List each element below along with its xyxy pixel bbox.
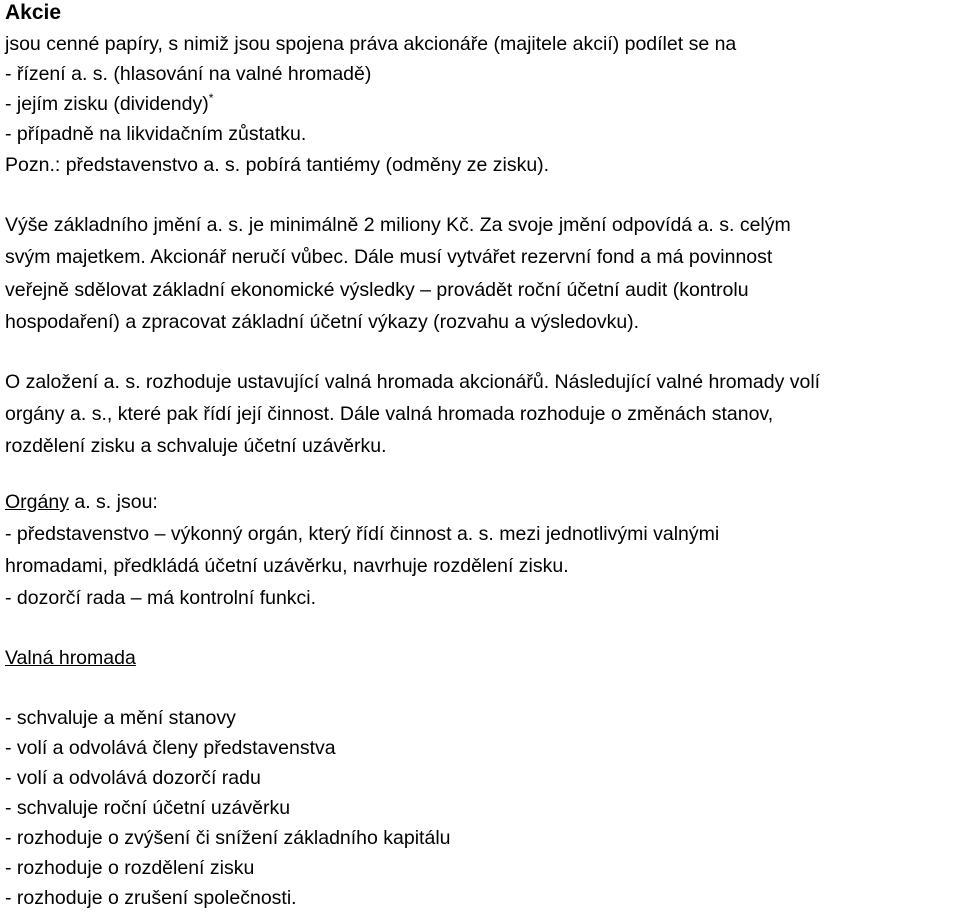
capital-line-3: veřejně sdělovat základní ekonomické výsledky – provádět roční účetní audit (kontrolu [5, 279, 749, 301]
assembly-item: - rozhoduje o rozdělení zisku [5, 857, 255, 879]
organs-heading-rest: a. s. jsou: [68, 491, 158, 513]
assembly-item: - rozhoduje o zvýšení či snížení základního kapitálu [5, 827, 451, 849]
founding-line-1: O založení a. s. rozhoduje ustavující valná hromada akcionářů. Následující valné hromady volí [5, 371, 821, 393]
section-title-akcie: Akcie [5, 1, 62, 24]
assembly-item: - schvaluje roční účetní uzávěrku [5, 797, 291, 819]
organs-heading-underlined: Orgány [5, 491, 69, 513]
organs-line-1: - představenstvo – výkonný orgán, který řídí činnost a. s. mezi jednotlivými valnými [5, 523, 720, 545]
organs-line-2: hromadami, předkládá účetní uzávěrku, navrhuje rozdělení zisku. [5, 555, 569, 577]
assembly-item: - schvaluje a mění stanovy [5, 707, 236, 729]
intro-note: Pozn.: představenstvo a. s. pobírá tantiémy (odměny ze zisku). [5, 154, 550, 176]
assembly-item: - volí a odvolává dozorčí radu [5, 767, 261, 789]
organs-line-3: - dozorčí rada – má kontrolní funkci. [5, 587, 317, 609]
assembly-item: - volí a odvolává členy představenstva [5, 737, 336, 759]
capital-line-1: Výše základního jmění a. s. je minimálně 2 miliony Kč. Za svoje jmění odpovídá a. s. celým [5, 214, 791, 236]
intro-line-3-text: - jejím zisku (dividendy) [5, 93, 209, 115]
intro-line-1: jsou cenné papíry, s nimiž jsou spojena práva akcionáře (majitele akcií) podílet se na [5, 33, 737, 55]
assembly-item: - rozhoduje o zrušení společnosti. [5, 887, 297, 909]
founding-line-3: rozdělení zisku a schvaluje účetní uzávěrku. [5, 435, 387, 457]
intro-line-4: - případně na likvidačním zůstatku. [5, 123, 307, 145]
footnote-mark: * [208, 91, 214, 105]
organs-heading [5, 490, 158, 514]
founding-line-2: orgány a. s., které pak řídí její činnost. Dále valná hromada rozhoduje o změnách stanov, [5, 403, 774, 425]
capital-line-4: hospodaření) a zpracovat základní účetní výkazy (rozvahu a výsledovku). [5, 311, 640, 333]
intro-line-2: - řízení a. s. (hlasování na valné hromadě) [5, 63, 372, 85]
intro-line-3 [5, 92, 213, 116]
assembly-heading: Valná hromada [5, 647, 136, 669]
capital-line-2: svým majetkem. Akcionář neručí vůbec. Dále musí vytvářet rezervní fond a má povinnost [5, 246, 773, 268]
